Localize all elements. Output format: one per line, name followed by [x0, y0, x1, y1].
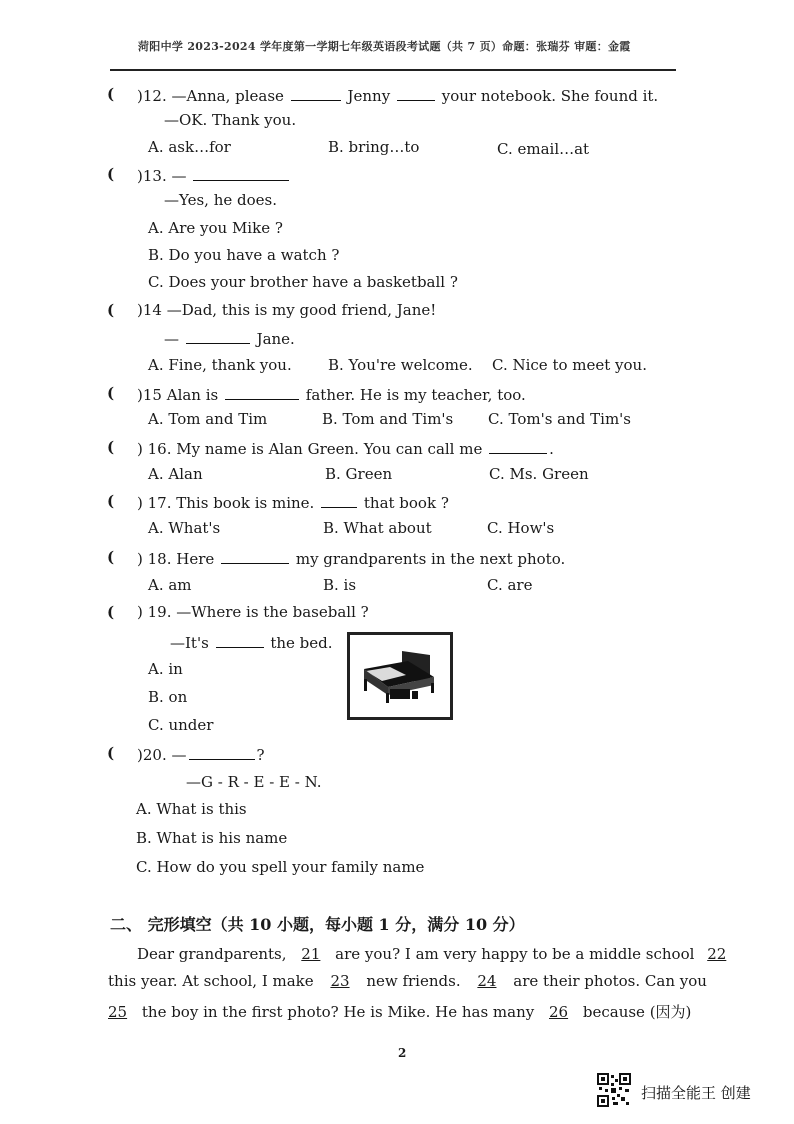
option-a: A. in — [148, 660, 183, 678]
blank-25: 25 — [108, 1003, 128, 1021]
page-number: 2 — [398, 1046, 407, 1060]
question-stem — [137, 85, 658, 105]
question-stem — [137, 603, 369, 621]
stem-text: Alan is — [166, 386, 219, 404]
blank-21: 21 — [301, 945, 321, 963]
question-number: ) 16. — [137, 440, 172, 458]
option-c: C. How's — [487, 519, 555, 537]
question-stem — [137, 744, 265, 764]
answer-blank — [489, 438, 547, 454]
page-header: 菏阳中学 2023-2024 学年度第一学期七年级英语段考试题（共 7 页）命题：张瑞芬 审题：金霞 — [138, 40, 631, 53]
option-b: B. You're welcome. — [328, 356, 473, 374]
answer-paren-open: ( — [107, 548, 115, 566]
passage-text: are you? I am very happy to be a middle school — [335, 945, 695, 963]
question-stem — [137, 384, 526, 404]
option-a: A. What's — [148, 519, 221, 537]
option-c: C. How do you spell your family name — [136, 858, 425, 876]
question-number: ) 17. — [137, 494, 172, 512]
question-stem — [137, 165, 291, 185]
scanner-watermark: 扫描全能王 创建 — [641, 1084, 751, 1102]
bed-icon — [350, 635, 450, 717]
stem-text: father. He is my teacher, too. — [305, 386, 526, 404]
question-number: )20. — [137, 746, 167, 764]
option-a: A. am — [148, 576, 192, 594]
reply-text: —Yes, he does. — [164, 191, 277, 209]
stem-text: ? — [256, 746, 265, 764]
blank-23: 23 — [330, 972, 350, 990]
passage-text: because (因为) — [582, 1003, 692, 1021]
option-a: A. Are you Mike ? — [148, 219, 283, 237]
question-stem — [137, 492, 449, 512]
passage-text: Dear grandparents, — [137, 945, 287, 963]
passage-text: new friends. — [366, 972, 461, 990]
question-stem — [137, 438, 554, 458]
stem-text: that book ? — [363, 494, 449, 512]
option-c: C. Ms. Green — [489, 465, 589, 483]
answer-blank — [186, 328, 250, 344]
answer-blank — [221, 548, 289, 564]
answer-paren-open: ( — [107, 603, 115, 621]
question-stem — [137, 301, 436, 319]
reply-text: —OK. Thank you. — [164, 111, 297, 129]
question-number: ) 18. — [137, 550, 172, 568]
option-c: C. under — [148, 716, 214, 734]
question-number: ) 19. — [137, 603, 172, 621]
question-number: )15 — [137, 386, 162, 404]
answer-paren-open: ( — [107, 438, 115, 456]
option-c: C. email…at — [497, 140, 590, 158]
option-b: B. bring…to — [328, 138, 420, 156]
reply-text — [164, 328, 295, 348]
answer-paren-open: ( — [107, 384, 115, 402]
option-b: B. Green — [325, 465, 393, 483]
reply-dash: — — [164, 330, 179, 348]
option-b: B. What about — [323, 519, 432, 537]
question-number: )14 — [137, 301, 162, 319]
question-number: )13. — [137, 167, 167, 185]
option-b: B. What is his name — [136, 829, 288, 847]
option-a: A. Alan — [148, 465, 203, 483]
passage-text: the boy in the first photo? He is Mike. He has many — [141, 1003, 535, 1021]
option-c: C. are — [487, 576, 533, 594]
option-a: A. Fine, thank you. — [148, 356, 292, 374]
stem-text: —Dad, this is my good friend, Jane! — [166, 301, 437, 319]
answer-blank — [397, 85, 435, 101]
reply-text: Jane. — [256, 330, 295, 348]
reply-text — [170, 632, 333, 652]
section-title: 二、 完形填空（共 10 小题，每小题 1 分，满分 10 分） — [110, 915, 525, 934]
stem-text: — — [171, 746, 187, 764]
answer-blank — [321, 492, 357, 508]
reply-text: the bed. — [270, 634, 333, 652]
answer-blank — [225, 384, 299, 400]
option-b: B. on — [148, 688, 188, 706]
answer-paren-open: ( — [107, 301, 115, 319]
reply-text: —G - R - E - E - N. — [186, 773, 322, 791]
option-a: A. ask…for — [148, 138, 231, 156]
passage-line-3 — [108, 1001, 691, 1022]
stem-text: —Anna, please — [171, 87, 284, 105]
option-b: B. is — [323, 576, 357, 594]
answer-paren-open: ( — [107, 744, 115, 762]
question-stem — [137, 548, 565, 568]
stem-text: Jenny — [347, 87, 391, 105]
stem-text: Here — [176, 550, 215, 568]
option-c: C. Nice to meet you. — [492, 356, 647, 374]
answer-blank — [189, 744, 255, 760]
qr-code-icon — [597, 1073, 631, 1107]
option-c: C. Tom's and Tim's — [488, 410, 631, 428]
stem-text: My name is Alan Green. You can call me — [176, 440, 483, 458]
answer-blank — [216, 632, 264, 648]
option-b: B. Tom and Tim's — [322, 410, 454, 428]
answer-paren-open: ( — [107, 492, 115, 510]
answer-paren-open: ( — [107, 85, 115, 103]
header-divider — [110, 69, 676, 71]
stem-text: . — [549, 440, 554, 458]
option-c: C. Does your brother have a basketball ? — [148, 273, 458, 291]
passage-text: this year. At school, I make — [108, 972, 314, 990]
option-a: A. What is this — [136, 800, 247, 818]
passage-line-2 — [108, 972, 707, 990]
blank-24: 24 — [477, 972, 497, 990]
question-number: )12. — [137, 87, 167, 105]
answer-blank — [193, 165, 289, 181]
bed-picture — [347, 632, 453, 720]
answer-paren-open: ( — [107, 165, 115, 183]
blank-22: 22 — [707, 945, 727, 963]
answer-blank — [291, 85, 341, 101]
passage-text: are their photos. Can you — [513, 972, 707, 990]
stem-text: — — [171, 167, 187, 185]
option-a: A. Tom and Tim — [148, 410, 268, 428]
stem-text: my grandparents in the next photo. — [295, 550, 566, 568]
stem-text: —Where is the baseball ? — [176, 603, 369, 621]
passage-line-1 — [137, 945, 734, 963]
blank-26: 26 — [549, 1003, 569, 1021]
option-b: B. Do you have a watch ? — [148, 246, 340, 264]
reply-text: —It's — [170, 634, 209, 652]
stem-text: your notebook. She found it. — [441, 87, 659, 105]
stem-text: This book is mine. — [176, 494, 315, 512]
